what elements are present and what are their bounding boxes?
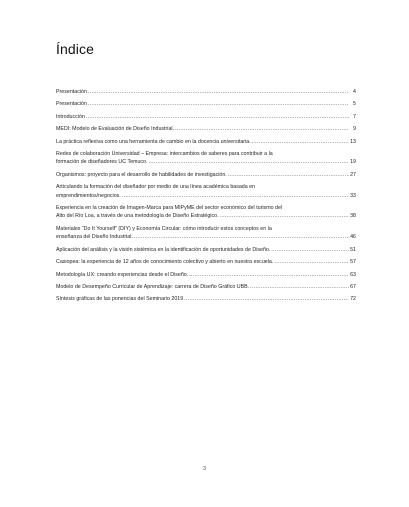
toc-entry[interactable]: [56, 183, 356, 200]
toc-dot-leader: [220, 212, 349, 220]
toc-dot-leader: [228, 171, 349, 179]
page-number: 3: [202, 466, 207, 472]
toc-entry-title-line: Presentación: [56, 101, 87, 108]
toc-page-number: 9: [353, 126, 356, 133]
toc-page-number: 27: [350, 171, 356, 178]
toc-entry-title-line: formación de diseñadores UC Temuco.: [56, 159, 148, 166]
toc-entry-title-line: Metodología UX: creando experiencias desde el Diseño.: [56, 271, 189, 278]
toc-entry[interactable]: [56, 88, 356, 96]
toc-page-number: 51: [350, 246, 356, 253]
toc-page-number: 67: [350, 283, 356, 290]
toc-dot-leader: [88, 88, 349, 96]
table-of-contents: [56, 88, 356, 304]
toc-page-number: 5: [353, 101, 356, 108]
toc-entry-text: [56, 113, 356, 121]
toc-dot-leader: [184, 295, 349, 303]
toc-entry-text: [56, 258, 356, 266]
toc-entry-title-line: MEDI: Modelo de Evaluación de Diseño Industrial.: [56, 126, 175, 133]
toc-entry-title-line: Organismos: proyecto para el desarrollo de habilidades de investigación.: [56, 171, 227, 178]
toc-entry[interactable]: [56, 125, 356, 133]
toc-entry[interactable]: [56, 258, 356, 266]
toc-dot-leader: [88, 100, 349, 108]
page-title: Índice: [56, 41, 94, 57]
toc-page-number: 33: [350, 192, 356, 199]
toc-dot-leader: [252, 138, 349, 146]
toc-entry-title-line: Presentación: [56, 89, 87, 95]
toc-entry-title-line: Articulando la formación del diseñador por medio de una línea académica basada en: [56, 184, 256, 191]
toc-entry-text: [56, 88, 356, 96]
toc-entry-text: [56, 225, 356, 242]
toc-entry-text: [56, 283, 356, 291]
toc-entry-title-line: Modelo de Desempeño Curricular de Aprendizaje: carrera de Diseño Gráfico UBB.: [56, 283, 250, 290]
toc-entry-title-line: Síntesis gráficas de las ponencias del Seminario 2019: [56, 296, 184, 303]
toc-entry-text: [56, 150, 356, 167]
toc-entry[interactable]: [56, 204, 356, 221]
toc-entry[interactable]: [56, 283, 356, 291]
toc-entry-text: [56, 183, 356, 200]
toc-entry[interactable]: [56, 171, 356, 179]
toc-entry[interactable]: [56, 271, 356, 279]
toc-entry-text: [56, 204, 356, 221]
toc-dot-leader: [250, 283, 349, 291]
toc-dot-leader: [122, 192, 349, 200]
toc-page-number: 4: [353, 89, 356, 95]
toc-page-number: 7: [353, 113, 356, 120]
toc-entry-text: [56, 100, 356, 108]
toc-dot-leader: [274, 258, 349, 266]
toc-page-number: 19: [350, 159, 356, 166]
toc-entry-title-line: La práctica reflexiva como una herramienta de cambio en la docencia universitaria.: [56, 138, 251, 145]
toc-entry-text: [56, 125, 356, 133]
toc-entry-title-line: Materiales “Do It Yourself” (DIY) y Economía Circular: cómo introducir estos conceptos en la: [56, 225, 272, 232]
toc-dot-leader: [175, 125, 349, 133]
toc-entry[interactable]: [56, 295, 356, 303]
toc-entry-title-line: Aplicación del análisis y la visión sistémica en la identificación de oportunidades de Diseño.: [56, 246, 271, 253]
toc-page-number: 72: [350, 296, 356, 303]
toc-page-number: 46: [350, 234, 356, 241]
toc-dot-leader: [86, 113, 349, 121]
toc-entry[interactable]: [56, 246, 356, 254]
toc-entry-title-line: Introducción: [56, 113, 85, 120]
toc-entry[interactable]: [56, 100, 356, 108]
toc-entry-text: [56, 271, 356, 279]
toc-entry[interactable]: [56, 113, 356, 121]
toc-entry-text: [56, 295, 356, 303]
toc-entry-text: [56, 171, 356, 179]
toc-entry-text: [56, 246, 356, 254]
toc-page-number: 38: [350, 213, 356, 220]
toc-dot-leader: [148, 158, 349, 166]
toc-page-number: 13: [350, 138, 356, 145]
toc-entry-title-line: emprendimientos/negocios.: [56, 192, 121, 199]
toc-entry[interactable]: [56, 225, 356, 242]
toc-entry[interactable]: [56, 138, 356, 146]
toc-dot-leader: [189, 271, 349, 279]
toc-page-number: 57: [350, 259, 356, 266]
toc-entry-text: [56, 138, 356, 146]
toc-page-number: 63: [350, 271, 356, 278]
toc-entry-title-line: enseñanza del Diseño Industrial.: [56, 234, 133, 241]
toc-entry-title-line: Experiencia en la creación de Imagen-Marca para MIPyME del sector económico del turismo del: [56, 205, 283, 212]
toc-dot-leader: [271, 246, 349, 254]
toc-dot-leader: [134, 233, 349, 241]
toc-entry-title-line: Redes de colaboración Universidad – Empresa: intercambios de saberes para contribuir a la: [56, 151, 273, 158]
toc-entry[interactable]: [56, 150, 356, 167]
toc-entry-title-line: Alto del Río Loa, a través de una metodología de Diseño Estratégico.: [56, 213, 219, 220]
toc-entry-title-line: Casiopea: la experiencia de 12 años de conocimiento colectivo y abierto en nuestra escuela.: [56, 259, 274, 266]
